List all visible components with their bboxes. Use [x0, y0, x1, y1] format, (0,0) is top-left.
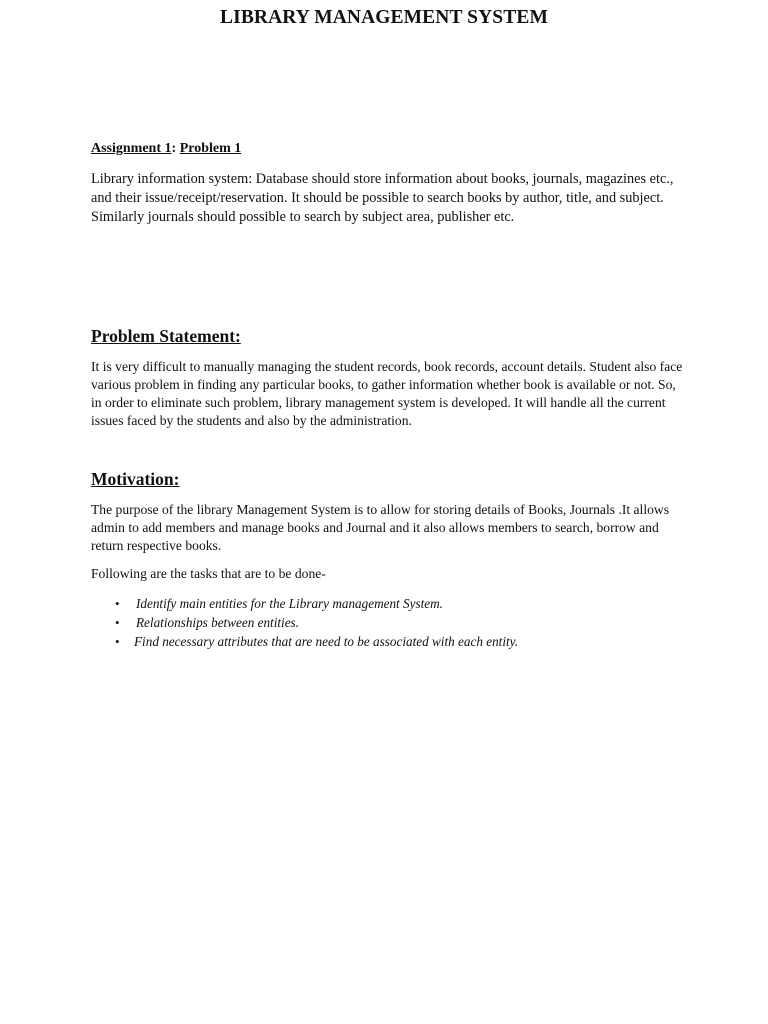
- task-text: Find necessary attributes that are need to be associated with each entity.: [134, 634, 519, 649]
- bullet-icon: •: [115, 634, 120, 649]
- bullet-icon: •: [115, 596, 120, 611]
- task-text: Identify main entities for the Library management System.: [136, 596, 443, 611]
- assignment-label: Assignment 1: [91, 141, 172, 156]
- task-text: Relationships between entities.: [136, 615, 299, 630]
- assignment-separator: :: [171, 141, 177, 156]
- list-item: [91, 632, 518, 651]
- problem-label: Problem 1: [179, 141, 242, 156]
- problem-statement-paragraph: It is very difficult to manually managing the student records, book records, account details. Student also face various problem in finding any particular books, to gather information whether book is available or not. So, in order to eliminate such problem, library management system is developed. It will handle all the current issues faced by the students and also by the administration.: [91, 359, 683, 428]
- bullet-icon: •: [115, 615, 120, 630]
- list-item: [91, 613, 518, 632]
- list-item: [91, 594, 518, 613]
- problem-statement-heading: Problem Statement:: [91, 326, 241, 346]
- task-list: [91, 594, 518, 651]
- motivation-heading: Motivation:: [91, 469, 180, 489]
- document-title: LIBRARY MANAGEMENT SYSTEM: [220, 7, 548, 28]
- tasks-intro: Following are the tasks that are to be done-: [91, 566, 326, 581]
- assignment-heading: [91, 141, 241, 157]
- intro-paragraph: Library information system: Database should store information about books, journals, magazines etc., and their issue/receipt/reservation. It should be possible to search books by author, title, and subject. Similarly journals should possible to search by subject area, publisher etc.: [91, 171, 674, 225]
- motivation-paragraph: The purpose of the library Management System is to allow for storing details of Books, Journals .It allows admin to add members and manage books and Journal and it also allows members to search, borrow and return respective books.: [91, 502, 670, 553]
